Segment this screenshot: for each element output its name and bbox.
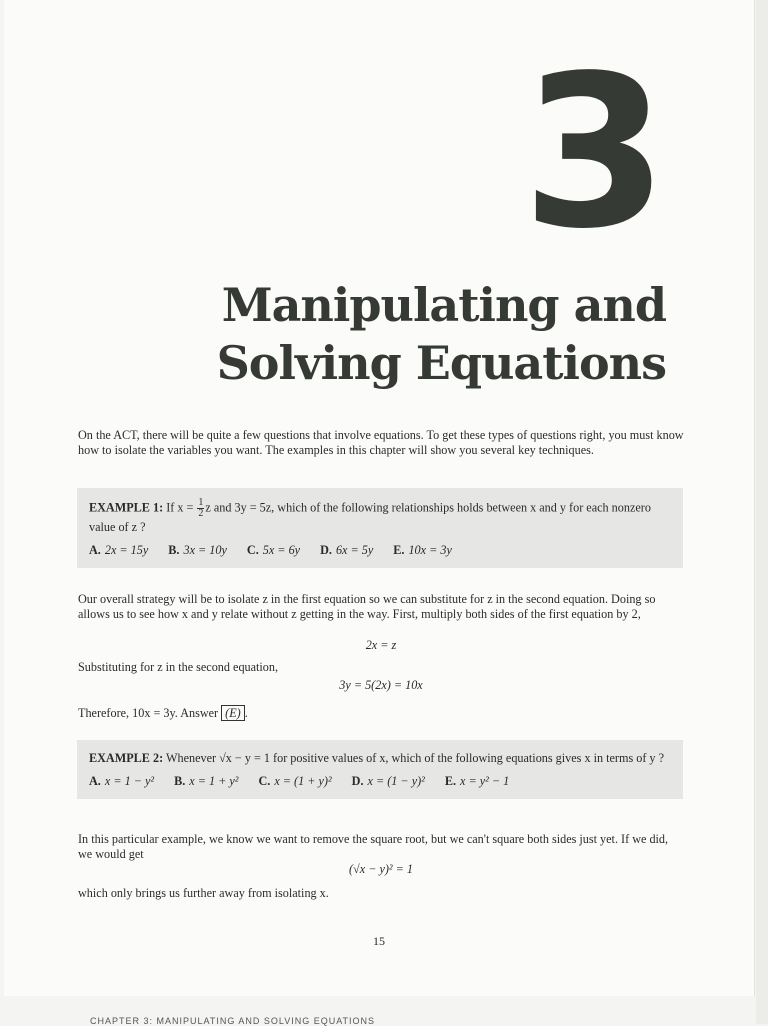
closing-text: which only brings us further away from isolating x. [78,886,329,900]
answer-box: (E) [221,705,245,721]
choice-item: C. 5x = 6y [246,543,301,557]
choice-item: B. x = 1 + y² [174,774,239,788]
choice-item: C. x = (1 + y)² [258,774,332,788]
chapter-title [217,276,666,392]
choice-item: A. 2x = 15y [89,543,149,557]
equation-1: 2x = z [365,638,397,652]
fraction-one-half: $\frac{1}{2}$ [198,497,204,519]
next-page-edge [756,0,768,1024]
example-2-label: EXAMPLE 2: [89,751,164,765]
choice-item: B. 3x = 10y [168,543,227,557]
choice-item: D. 6x = 5y [320,543,374,557]
book-page [4,0,754,996]
example-2-choices [89,773,671,789]
equation-2: 3y = 5(2x) = 10x [339,678,423,692]
example-2-question: EXAMPLE 2: Whenever √x − y = 1 for positive values of x, which of the following equations gives x in terms of y ? [89,751,664,765]
example-1-label: EXAMPLE 1: [89,500,164,515]
example-1-choices [89,542,671,558]
equation-3: (√x − y)² = 1 [348,862,413,876]
chapter-title-line2: Solving Equations [216,336,666,390]
chapter-title-line1: Manipulating and [221,278,666,332]
example-1-box [77,488,683,568]
choice-item: D. x = (1 − y)² [351,774,425,788]
strategy-paragraph: Our overall strategy will be to isolate z in the first equation so we can substitute for z in the second equation. Doing so allows us to see how x and y relate without z getting in the way. First, multiply both sides of the first equation by 2, [78,592,656,621]
page-number: 15 [373,934,385,948]
substituting-text: Substituting for z in the second equation, [78,660,279,674]
chapter-number: 3 [521,30,662,275]
running-footer: CHAPTER 3: MANIPULATING AND SOLVING EQUATIONS [90,1016,376,1026]
explain-paragraph: In this particular example, we know we want to remove the square root, but we can't square both sides just yet. If we did, we would get [78,832,669,861]
intro-paragraph: On the ACT, there will be quite a few questions that involve equations. To get these types of questions right, you must know how to isolate the variables you want. The examples in this chapter will show you several key techniques. [78,428,684,457]
therefore-line: Therefore, 10x = 3y. Answer (E) . [78,706,248,720]
choice-item: A. x = 1 − y² [89,774,155,788]
example-1-question: EXAMPLE 1: If x = $\frac{1}{2}$ z and 3y = 5z, which of the following relationships holds between x and y for each nonzero value of z ? [89,497,651,534]
example-2-box [77,740,683,799]
choice-item: E. x = y² − 1 [444,774,510,788]
choice-item: E. 10x = 3y [393,543,452,557]
